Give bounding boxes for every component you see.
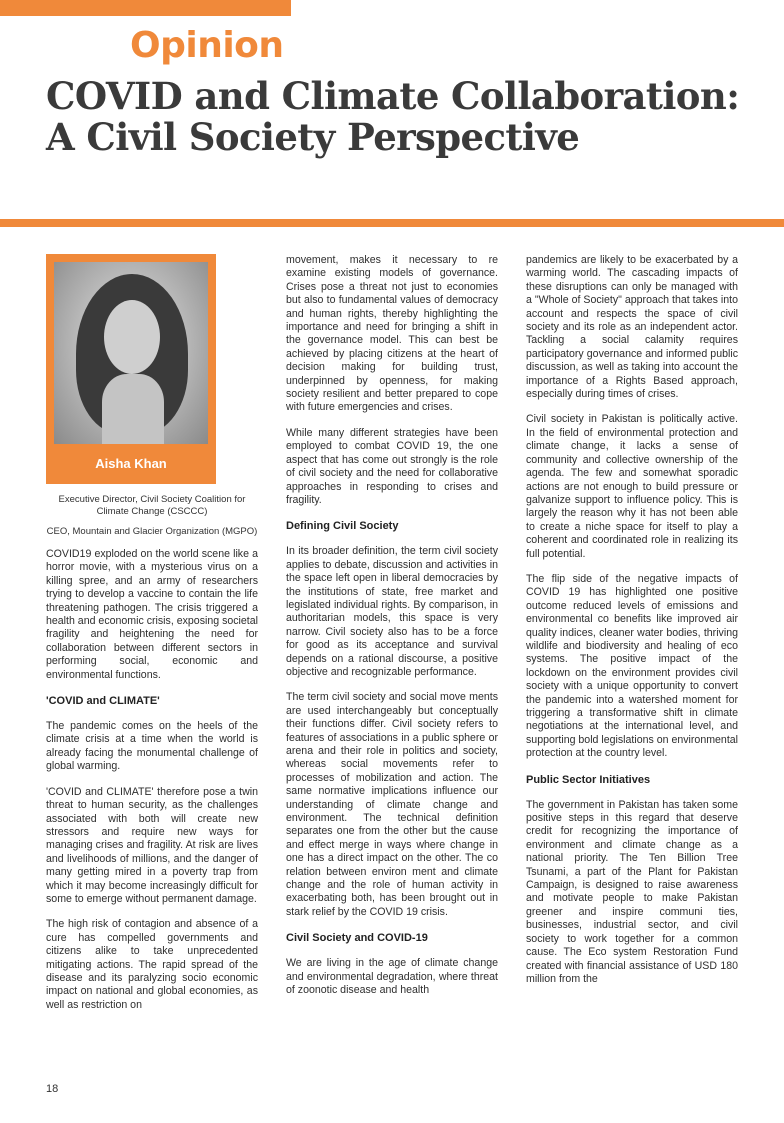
paragraph: We are living in the age of climate change and environmental degradation, where threat of zoonotic disease and health — [286, 957, 498, 997]
paragraph: Civil society in Pakistan is politically active. In the field of environmental protection and climate change, it lacks a sense of community and collective ownership of the agenda. The few and somewhat sporadic actions are not enough to build pressure or galvanize support to influence policy. This is largely the reason why it has not been able to create a niche space for itself to play a coherent and coordinated role in realizing its full potential. — [526, 413, 738, 560]
paragraph: movement, makes it necessary to re examine existing models of governance. Crises pose a threat not just to economies but also to fundamental values of democracy and human rights, thereby highlighting the importance and need for bringing a shift in the governance model. This can best be achieved by placing citizens at the heart of decision making for building trust, underpinned by openness, for making society resilient and better prepared to cope with future emergencies and crises. — [286, 254, 498, 414]
paragraph: While many different strategies have been employed to combat COVID 19, the one aspect that has come out strongly is the role of civil society and the need for collaborative approaches in responding to crises and fragility. — [286, 426, 498, 506]
headline-rule — [0, 219, 784, 227]
paragraph: In its broader definition, the term civil society applies to debate, discussion and activities in the space left open in liberal democracies by the institutions of state, free market and legislated individual rights. By comparison, in authoritarian models, this space is very narrow. Civil society also has to be a force for good as its acceptance and survival depends on a rational discourse, a positive objective and recognizable performance. — [286, 545, 498, 678]
top-accent-bar — [0, 0, 291, 16]
column-1 — [46, 254, 258, 1024]
author-caption — [46, 494, 258, 538]
column-1-body — [46, 548, 258, 1012]
author-title-1: Executive Director, Civil Society Coalition for Climate Change (CSCCC) — [58, 494, 246, 517]
paragraph: The high risk of contagion and absence of a cure has compelled governments and citizens alike to take unprecedented mitigating actions. The rapid spread of the disease and its paralyzing socio economic impact on national and global economies, as well as restriction on — [46, 918, 258, 1011]
paragraph: The flip side of the negative impacts of COVID 19 has highlighted one positive outcome reduced levels of emissions and environmental co benefits like improved air quality indices, cleaner water bodies, thriving wildlife and biodiversity and healing of eco systems. The positive impact of the lockdown on the environment provides civil society with a unique opportunity to convert the pandemic into a watershed moment for triggering a transformative shift in climate negotiations at the international level, and supporting bold legislations on environmental protection at the country level. — [526, 572, 739, 760]
column-2 — [286, 254, 498, 1010]
subheading: 'COVID and CLIMATE' — [46, 695, 160, 708]
paragraph: COVID19 exploded on the world scene like a horror movie, with a mysterious virus on a killing spree, and an army of researchers trying to develop a vaccine to contain the life threatening pathogen. The crisis triggered a health and economic crisis, exposing societal fragility and heightening the need for collaboration between different sectors in performing social, economic and environmental functions. — [46, 548, 258, 681]
page-number: 18 — [46, 1083, 59, 1095]
article-headline: COVID and Climate Collaboration: A Civil Society Perspective — [46, 74, 740, 159]
photo-neck-shape — [102, 374, 164, 444]
author-photo — [54, 262, 208, 444]
paragraph: pandemics are likely to be exacerbated by a warming world. The cascading impacts of these disruptions can only be managed with a "Whole of Society" approach that takes into account and respects the space of civil society and its role as an independent actor. Tackling a social calamity requires participatory governance and informed public discussion, as well as taking into account the importance of a Rights Based approach, especially during times of crises. — [526, 254, 738, 401]
subheading: Defining Civil Society — [286, 520, 399, 533]
column-2-body — [286, 254, 498, 998]
photo-face-shape — [104, 300, 160, 374]
subheading: Civil Society and COVID-19 — [286, 932, 428, 945]
author-photo-frame — [46, 254, 216, 484]
paragraph: 'COVID and CLIMATE' therefore pose a twin threat to human security, as the challenges associated with both will create new stressors and require new ways for managing crises and fragility. At risk are lives and livelihoods of millions, and the danger of many getting mired in a poverty trap from which it may become increasingly difficult for some to emerge without permanent damage. — [46, 785, 258, 905]
paragraph: The pandemic comes on the heels of the climate crisis at a time when the world is already facing the monumental challenge of global warming. — [46, 720, 258, 773]
subheading: Public Sector Initiatives — [526, 773, 651, 786]
section-label: Opinion — [130, 25, 284, 66]
column-3-body — [526, 254, 738, 986]
author-name: Aisha Khan — [95, 456, 167, 471]
column-3 — [526, 254, 738, 998]
author-title-2: CEO, Mountain and Glacier Organization (MGPO) — [46, 526, 258, 537]
paragraph: The term civil society and social move ments are used interchangeably but conceptually their functions differ. Civil society refers to features of associations in a public sphere or arena and their role in politics and society, whereas social movements refer to processes of mobilization and action. The same normative implications influence our understanding of climate change and environment. The technical definition separates one from the other but the cause and effect merge in ways where change in one has a direct impact on the other. The co relation between environ ment and climate change and the role of human activity in exacerbating both, has been brought out in stark relief by the COVID 19 crisis. — [286, 691, 498, 918]
paragraph: The government in Pakistan has taken some positive steps in this regard that deserve credit for recognizing the importance of environment and climate change as a national priority. The Ten Billion Tree Tsunami, a part of the Plant for Pakistan Campaign, is designed to raise awareness and motivate people to make Pakistan greener and inspire communi ties, businesses, industrial sector, and civil society to work together for a common cause. The Eco system Restoration Fund created with financial assistance of USD 180 million from the — [526, 798, 738, 985]
